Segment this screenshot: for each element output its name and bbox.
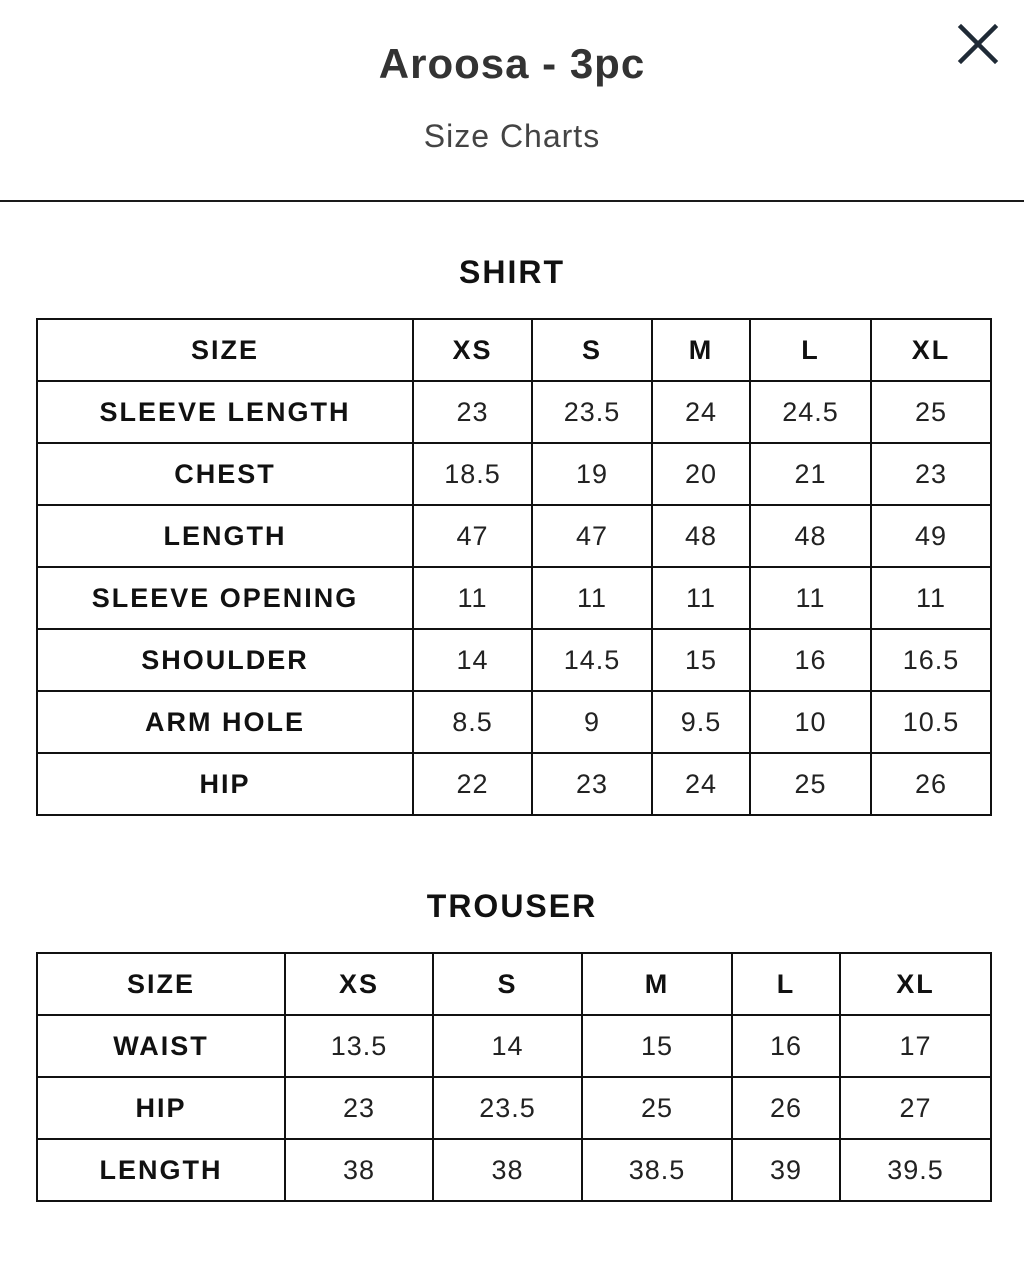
measurement-value: 11 (871, 567, 991, 629)
table-row (37, 1015, 991, 1077)
measurement-value: 39.5 (840, 1139, 991, 1201)
table-row (37, 567, 991, 629)
measurement-value: 25 (750, 753, 871, 815)
measurement-value: 24 (652, 753, 750, 815)
measurement-value: 19 (532, 443, 652, 505)
measurement-label: LENGTH (37, 1139, 285, 1201)
measurement-label: HIP (37, 1077, 285, 1139)
measurement-value: 26 (732, 1077, 840, 1139)
table-row (37, 381, 991, 443)
size-column-header: S (433, 953, 582, 1015)
measurement-value: 25 (871, 381, 991, 443)
measurement-value: 9.5 (652, 691, 750, 753)
measurement-value: 18.5 (413, 443, 532, 505)
measurement-value: 11 (532, 567, 652, 629)
measurement-value: 17 (840, 1015, 991, 1077)
table-row (37, 443, 991, 505)
measurement-value: 49 (871, 505, 991, 567)
measurement-value: 15 (582, 1015, 732, 1077)
trouser-section-title: TROUSER (426, 888, 598, 924)
size-header-cell: SIZE (37, 953, 285, 1015)
size-column-header: M (582, 953, 732, 1015)
shirt-header-row (37, 319, 991, 381)
table-row (37, 753, 991, 815)
table-row (37, 691, 991, 753)
size-column-header: L (750, 319, 871, 381)
measurement-value: 16.5 (871, 629, 991, 691)
measurement-value: 16 (732, 1015, 840, 1077)
table-row (37, 1077, 991, 1139)
measurement-value: 10 (750, 691, 871, 753)
size-column-header: XS (285, 953, 433, 1015)
measurement-value: 48 (652, 505, 750, 567)
measurement-value: 25 (582, 1077, 732, 1139)
measurement-label: LENGTH (37, 505, 413, 567)
trouser-size-table (36, 952, 992, 1202)
table-row (37, 505, 991, 567)
size-column-header: M (652, 319, 750, 381)
measurement-label: SLEEVE OPENING (37, 567, 413, 629)
close-icon (956, 22, 1000, 66)
measurement-value: 24 (652, 381, 750, 443)
modal-header (0, 0, 1024, 202)
measurement-value: 22 (413, 753, 532, 815)
measurement-value: 13.5 (285, 1015, 433, 1077)
measurement-value: 39 (732, 1139, 840, 1201)
measurement-value: 23 (871, 443, 991, 505)
table-row (37, 1139, 991, 1201)
measurement-label: SLEEVE LENGTH (37, 381, 413, 443)
measurement-value: 11 (413, 567, 532, 629)
measurement-value: 23.5 (433, 1077, 582, 1139)
measurement-value: 38 (433, 1139, 582, 1201)
measurement-value: 20 (652, 443, 750, 505)
measurement-value: 24.5 (750, 381, 871, 443)
measurement-label: ARM HOLE (37, 691, 413, 753)
measurement-value: 8.5 (413, 691, 532, 753)
measurement-value: 23 (413, 381, 532, 443)
measurement-value: 47 (413, 505, 532, 567)
measurement-value: 38.5 (582, 1139, 732, 1201)
measurement-value: 16 (750, 629, 871, 691)
page-subtitle: Size Charts (423, 118, 601, 154)
shirt-section-title: SHIRT (459, 254, 565, 290)
shirt-size-table (36, 318, 992, 816)
measurement-value: 9 (532, 691, 652, 753)
measurement-value: 14.5 (532, 629, 652, 691)
measurement-value: 21 (750, 443, 871, 505)
measurement-value: 14 (413, 629, 532, 691)
measurement-value: 27 (840, 1077, 991, 1139)
measurement-value: 23 (532, 753, 652, 815)
measurement-label: CHEST (37, 443, 413, 505)
measurement-value: 38 (285, 1139, 433, 1201)
measurement-value: 11 (652, 567, 750, 629)
size-column-header: XL (840, 953, 991, 1015)
size-column-header: S (532, 319, 652, 381)
close-button[interactable] (956, 22, 1000, 66)
measurement-label: HIP (37, 753, 413, 815)
measurement-value: 15 (652, 629, 750, 691)
size-column-header: XL (871, 319, 991, 381)
trouser-header-row (37, 953, 991, 1015)
measurement-value: 11 (750, 567, 871, 629)
measurement-label: SHOULDER (37, 629, 413, 691)
measurement-value: 26 (871, 753, 991, 815)
measurement-value: 48 (750, 505, 871, 567)
measurement-value: 23.5 (532, 381, 652, 443)
page-title: Aroosa - 3pc (378, 40, 646, 87)
measurement-label: WAIST (37, 1015, 285, 1077)
size-header-cell: SIZE (37, 319, 413, 381)
measurement-value: 23 (285, 1077, 433, 1139)
size-column-header: XS (413, 319, 532, 381)
measurement-value: 14 (433, 1015, 582, 1077)
size-column-header: L (732, 953, 840, 1015)
measurement-value: 47 (532, 505, 652, 567)
table-row (37, 629, 991, 691)
measurement-value: 10.5 (871, 691, 991, 753)
